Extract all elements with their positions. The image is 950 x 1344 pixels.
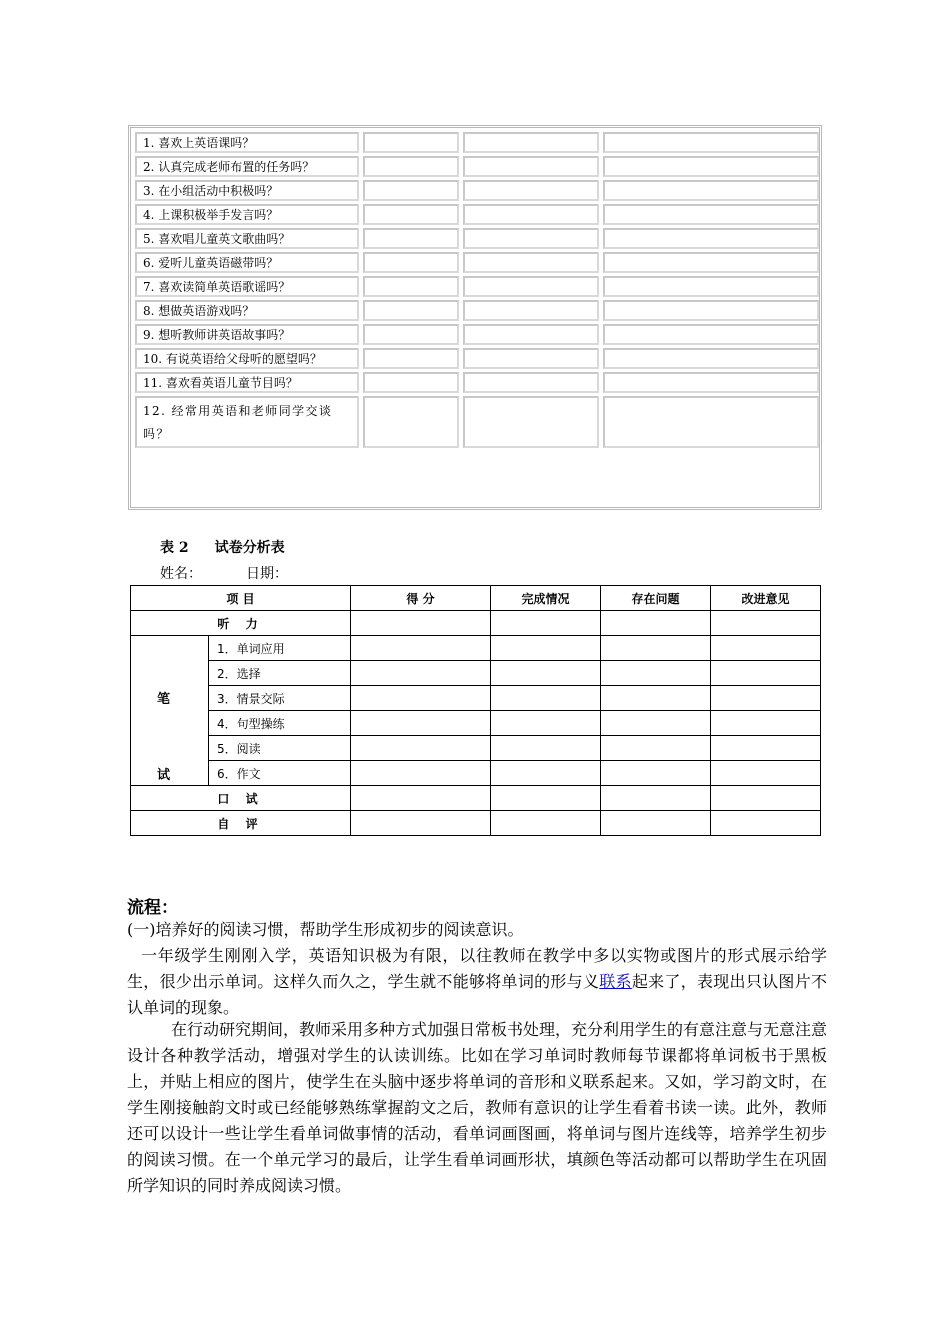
problems-cell[interactable] xyxy=(601,761,711,786)
survey-cell[interactable] xyxy=(603,300,819,321)
written-label-2: 试 xyxy=(157,768,171,783)
survey-cell[interactable] xyxy=(603,180,819,201)
survey-cell[interactable] xyxy=(603,132,819,153)
table-row xyxy=(135,324,819,345)
survey-cell[interactable] xyxy=(363,276,459,297)
survey-cell[interactable] xyxy=(463,204,599,225)
header-completion: 完成情况 xyxy=(491,586,601,611)
table-row xyxy=(135,156,819,177)
survey-question: 11. 喜欢看英语儿童节目吗？ xyxy=(135,372,359,393)
caption-title: 试卷分析表 xyxy=(214,540,285,556)
survey-cell[interactable] xyxy=(363,348,459,369)
table-row xyxy=(135,300,819,321)
score-cell[interactable] xyxy=(351,686,491,711)
survey-question: 3. 在小组活动中积极吗？ xyxy=(135,180,359,201)
completion-cell[interactable] xyxy=(491,686,601,711)
completion-cell[interactable] xyxy=(491,636,601,661)
problems-cell[interactable] xyxy=(601,711,711,736)
survey-question: 12. 经常用英语和老师同学交谈吗？ xyxy=(135,396,359,448)
survey-cell[interactable] xyxy=(603,396,819,448)
completion-cell[interactable] xyxy=(491,811,601,836)
table-row xyxy=(131,811,821,836)
suggestions-cell[interactable] xyxy=(711,736,821,761)
survey-cell[interactable] xyxy=(363,180,459,201)
survey-cell[interactable] xyxy=(363,132,459,153)
survey-question: 9. 想听教师讲英语故事吗？ xyxy=(135,324,359,345)
survey-cell[interactable] xyxy=(363,228,459,249)
survey-cell[interactable] xyxy=(603,252,819,273)
score-cell[interactable] xyxy=(351,611,491,636)
problems-cell[interactable] xyxy=(601,736,711,761)
score-cell[interactable] xyxy=(351,661,491,686)
table-row xyxy=(131,611,821,636)
table-row xyxy=(135,252,819,273)
suggestions-cell[interactable] xyxy=(711,636,821,661)
written-item: 5．阅读 xyxy=(209,736,351,761)
survey-cell[interactable] xyxy=(463,372,599,393)
written-item: 6．作文 xyxy=(209,761,351,786)
paragraph: 在行动研究期间，教师采用多种方式加强日常板书处理，充分利用学生的有意注意与无意注意设计各种教学活动，增强对学生的认读训练。比如在学习单词时教师每节课都将单词板书于黑板上，并贴上相应的图片，使学生在头脑中逐步将单词的音形和义联系起来。又如，学习韵文时，在学生刚接触韵文时或已经能够熟练掌握韵文之后，教师有意识的让学生看着书读一读。此外，教师还可以设计一些让学生看单词做事情的活动，看单词画图画，将单词与图片连线等，培养学生初步的阅读习惯。在一个单元学习的最后，让学生看单词画形状，填颜色等活动都可以帮助学生在巩固所学知识的同时养成阅读习惯。 xyxy=(127,1020,828,1195)
table-row xyxy=(131,786,821,811)
problems-cell[interactable] xyxy=(601,811,711,836)
survey-question: 7. 喜欢读简单英语歌谣吗？ xyxy=(135,276,359,297)
suggestions-cell[interactable] xyxy=(711,761,821,786)
table-row xyxy=(131,736,821,761)
problems-cell[interactable] xyxy=(601,686,711,711)
table-header-row xyxy=(131,586,821,611)
suggestions-cell[interactable] xyxy=(711,711,821,736)
paragraph-text: 起来了，表现出只认图片不认单词的现象。 xyxy=(127,972,827,1017)
header-item: 项 目 xyxy=(131,586,351,611)
survey-cell[interactable] xyxy=(603,228,819,249)
table-row xyxy=(135,132,819,153)
score-cell[interactable] xyxy=(351,736,491,761)
problems-cell[interactable] xyxy=(601,636,711,661)
written-item: 2．选择 xyxy=(209,661,351,686)
survey-cell[interactable] xyxy=(603,324,819,345)
name-label: 姓名： xyxy=(160,566,202,582)
survey-cell[interactable] xyxy=(603,156,819,177)
suggestions-cell[interactable] xyxy=(711,611,821,636)
table-row xyxy=(131,711,821,736)
completion-cell[interactable] xyxy=(491,611,601,636)
suggestions-cell[interactable] xyxy=(711,661,821,686)
survey-cell[interactable] xyxy=(363,324,459,345)
written-item: 3．情景交际 xyxy=(209,686,351,711)
written-item: 1．单词应用 xyxy=(209,636,351,661)
survey-cell[interactable] xyxy=(463,228,599,249)
survey-question: 10. 有说英语给父母听的愿望吗？ xyxy=(135,348,359,369)
table-row xyxy=(131,636,821,661)
survey-question: 4. 上课积极举手发言吗？ xyxy=(135,204,359,225)
survey-cell[interactable] xyxy=(463,132,599,153)
link-lianxi[interactable]: 联系 xyxy=(599,972,632,991)
survey-cell[interactable] xyxy=(603,348,819,369)
suggestions-cell[interactable] xyxy=(711,786,821,811)
row-written-group xyxy=(131,636,209,786)
date-label: 日期： xyxy=(246,566,288,582)
survey-cell[interactable] xyxy=(463,276,599,297)
problems-cell[interactable] xyxy=(601,661,711,686)
problems-cell[interactable] xyxy=(601,786,711,811)
completion-cell[interactable] xyxy=(491,711,601,736)
table-row xyxy=(135,396,819,448)
table-row xyxy=(135,228,819,249)
exam-analysis-table xyxy=(130,585,821,836)
form-meta xyxy=(160,563,288,583)
score-cell[interactable] xyxy=(351,786,491,811)
survey-question: 8. 想做英语游戏吗？ xyxy=(135,300,359,321)
survey-question: 2. 认真完成老师布置的任务吗？ xyxy=(135,156,359,177)
survey-cell[interactable] xyxy=(603,276,819,297)
survey-table-frame xyxy=(128,125,822,510)
table-row xyxy=(135,348,819,369)
written-label-1: 笔 xyxy=(157,692,171,707)
survey-question: 6. 爱听儿童英语磁带吗？ xyxy=(135,252,359,273)
survey-cell[interactable] xyxy=(463,324,599,345)
section-title: 流程： xyxy=(127,898,178,918)
written-item: 4．句型操练 xyxy=(209,711,351,736)
table-row xyxy=(131,761,821,786)
survey-cell[interactable] xyxy=(463,396,599,448)
score-cell[interactable] xyxy=(351,811,491,836)
suggestions-cell[interactable] xyxy=(711,811,821,836)
row-self-eval: 自 评 xyxy=(131,811,351,836)
survey-cell[interactable] xyxy=(463,156,599,177)
header-score: 得 分 xyxy=(351,586,491,611)
header-problems: 存在问题 xyxy=(601,586,711,611)
completion-cell[interactable] xyxy=(491,661,601,686)
survey-cell[interactable] xyxy=(363,396,459,448)
survey-question: 1. 喜欢上英语课吗？ xyxy=(135,132,359,153)
table-row xyxy=(135,204,819,225)
paragraph xyxy=(127,943,827,1021)
survey-cell[interactable] xyxy=(463,348,599,369)
header-suggestions: 改进意见 xyxy=(711,586,821,611)
row-oral: 口 试 xyxy=(131,786,351,811)
suggestions-cell[interactable] xyxy=(711,686,821,711)
survey-question: 5. 喜欢唱儿童英文歌曲吗？ xyxy=(135,228,359,249)
problems-cell[interactable] xyxy=(601,611,711,636)
caption-number: 表 2 xyxy=(160,540,189,556)
paragraph-heading: (一)培养好的阅读习惯，帮助学生形成初步的阅读意识。 xyxy=(127,920,524,939)
survey-cell[interactable] xyxy=(603,372,819,393)
survey-cell[interactable] xyxy=(363,156,459,177)
table-row xyxy=(135,372,819,393)
score-cell[interactable] xyxy=(351,711,491,736)
score-cell[interactable] xyxy=(351,636,491,661)
survey-cell[interactable] xyxy=(603,204,819,225)
table-row xyxy=(135,276,819,297)
table-caption xyxy=(160,537,285,557)
completion-cell[interactable] xyxy=(491,761,601,786)
score-cell[interactable] xyxy=(351,761,491,786)
completion-cell[interactable] xyxy=(491,786,601,811)
survey-cell[interactable] xyxy=(463,300,599,321)
table-row xyxy=(135,180,819,201)
survey-cell[interactable] xyxy=(363,372,459,393)
survey-cell[interactable] xyxy=(463,252,599,273)
survey-cell[interactable] xyxy=(363,300,459,321)
paragraph-text: 一年级学生刚刚入学，英语知识极为有限，以往教师在教学中多以实物或图片的形式展示给学生，很少出示单词。这样久而久之，学生就不能够将单词的形与义 xyxy=(127,946,827,991)
table-row xyxy=(131,661,821,686)
completion-cell[interactable] xyxy=(491,736,601,761)
table-row xyxy=(131,686,821,711)
survey-cell[interactable] xyxy=(363,204,459,225)
row-listening: 听 力 xyxy=(131,611,351,636)
survey-table xyxy=(131,129,823,451)
survey-cell[interactable] xyxy=(463,180,599,201)
survey-cell[interactable] xyxy=(363,252,459,273)
